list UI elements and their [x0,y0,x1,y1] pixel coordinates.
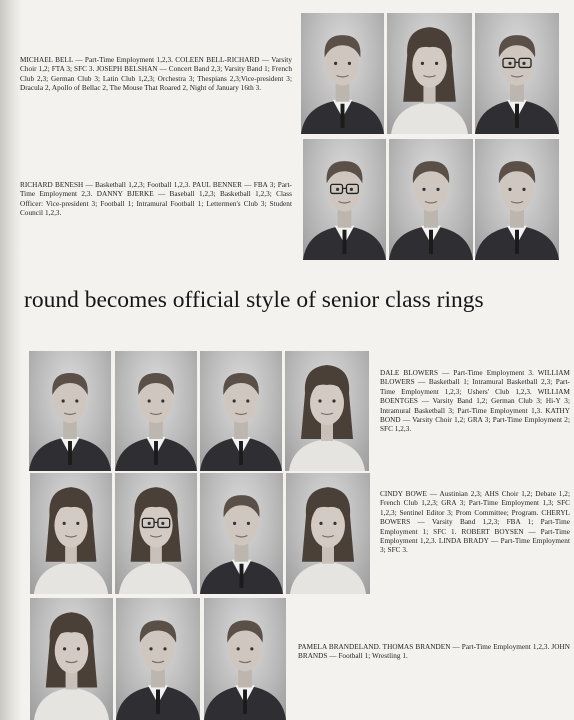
page-headline: round becomes official style of senior class rings [24,287,484,313]
caption-bell-belshan: MICHAEL BELL — Part-Time Employment 1,2,3. COLEEN BELL-RICHARD — Varsity Choir 1,2; FTA 3; SFC 3. JOSEPH BELSHAN — Concert Band 2,3; Varsity Band 1; French Club 2,3; German Club 3; Latin Club 1,2,3; Orchestra 3; Thespians 2,3;Vice-president 3; Dracula 2, Apollo of Bellac 2, The Mouse That Roared 2, Night of January 16th 3. [20,56,292,93]
portrait-photo-boy [301,13,384,134]
portrait-photo-girl [387,13,472,134]
portrait-photo-girl [30,598,113,720]
portrait-photo-boy [204,598,286,720]
portrait-photo-boy-glasses [303,139,386,260]
caption-brandeland-brands: PAMELA BRANDELAND. THOMAS BRANDEN — Part-Time Employment 1,2,3. JOHN BRANDS — Football 1; Wrestling 1. [298,643,570,661]
page-binding-shadow [0,0,22,720]
portrait-photo-boy [200,351,282,471]
caption-bowe-brady: CINDY BOWE — Austinian 2,3; AHS Choir 1,2; Debate 1,2; French Club 1,2,3; GRA 3; Part-Time Employment 1,3; SFC 1,2,3; Sentinel Editor 3; Prom Committee; Program. CHERYL BOWERS — Varsity Band 1,2,3; FBA 1; Part-Time Employment 1; SFC 1. ROBERT BOYSEN — Part-Time Employment 1,2,3. LINDA BRADY — Part-Time Employment 3; SFC 3. [380,490,570,555]
portrait-photo-girl-glasses [115,473,197,594]
portrait-photo-boy [115,351,197,471]
portrait-photo-boy [475,139,559,260]
portrait-photo-girl [285,351,369,471]
portrait-photo-boy [389,139,473,260]
portrait-photo-girl [286,473,370,594]
caption-blowers-bond: DALE BLOWERS — Part-Time Employment 3. WILLIAM BLOWERS — Basketball 1; Intramural Basketball 2,3; Part-Time Employment 1,2,3; Ushers' Club 1,2,3. WILLIAM BOENTGES — Varsity Band 1,2; German Club 3; Hi-Y 3; Intramural Basketball 3; Part-Time Employment 1,3. KATHY BOND — Varsity Choir 1,2; GRA 3; Part-Time Employment 2; SFC 1,2,3. [380,369,570,434]
portrait-photo-boy [200,473,283,594]
portrait-photo-boy-glasses [475,13,559,134]
portrait-photo-boy [29,351,111,471]
portrait-photo-boy [116,598,200,720]
caption-benesh-bjerke: RICHARD BENESH — Basketball 1,2,3; Football 1,2,3. PAUL BENNER — FBA 3; Part-Time Employment 2,3. DANNY BJERKE — Baseball 1,2,3; Basketball 1,2,3; Class Officer: Vice-president 3; Football 1; Intramural Football 1; Lettermen's Club 3; Student Council 1,2,3. [20,181,292,218]
portrait-photo-girl [30,473,112,594]
